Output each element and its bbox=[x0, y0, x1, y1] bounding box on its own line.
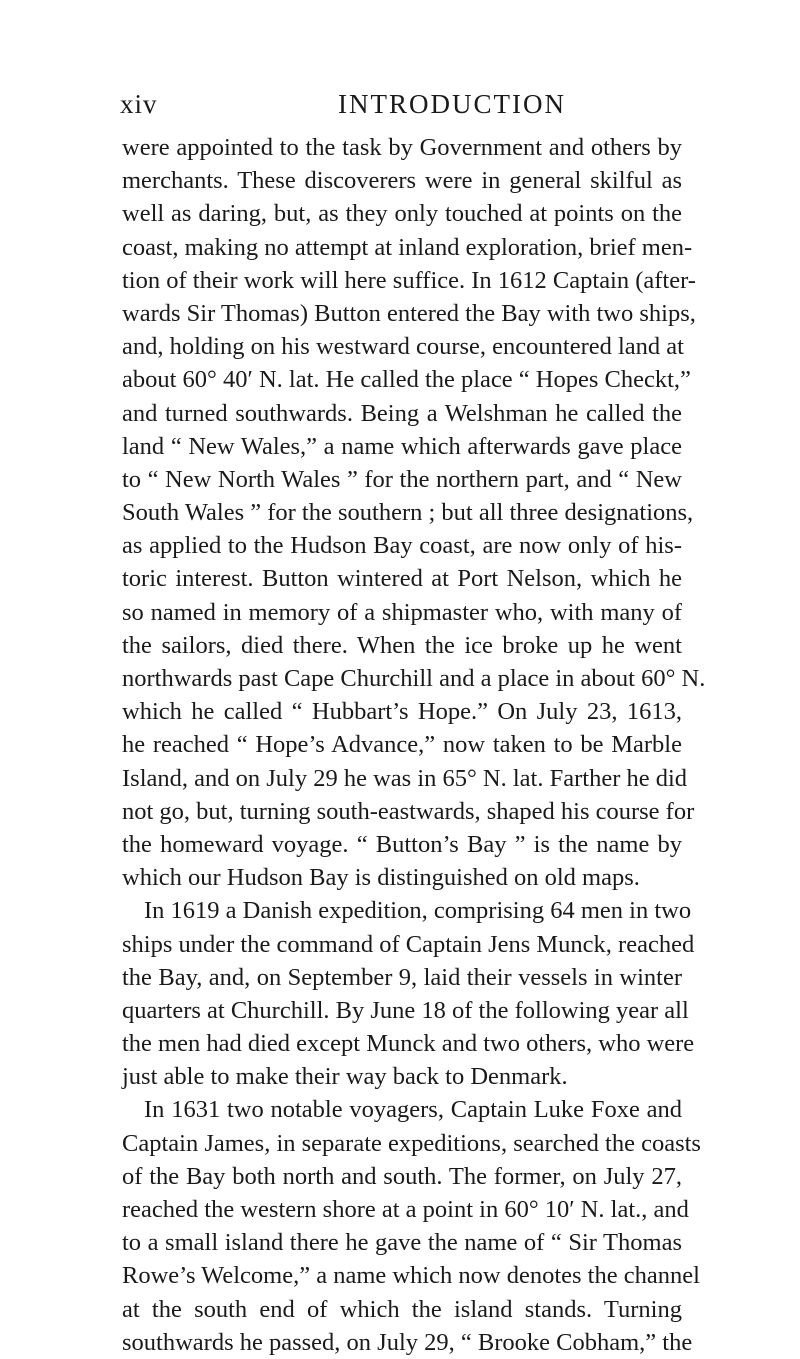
text-line: at the south end of which the island stands. Turning bbox=[122, 1295, 682, 1323]
text-line: to “ New North Wales ” for the northern part, and “ New bbox=[122, 465, 682, 493]
text-line: the Bay, and, on September 9, laid their vessels in winter bbox=[122, 963, 682, 991]
paragraph-start-line: In 1631 two notable voyagers, Captain Luke Foxe and bbox=[144, 1096, 682, 1124]
text-line: not go, but, turning south-eastwards, shaped his course for bbox=[122, 797, 695, 825]
page-number: xiv bbox=[120, 89, 158, 119]
text-line: which he called “ Hubbart’s Hope.” On July 23, 1613, bbox=[122, 698, 682, 726]
text-line: to a small island there he gave the name of “ Sir Thomas bbox=[122, 1229, 682, 1257]
text-line: reached the western shore at a point in 60° 10′ N. lat., and bbox=[122, 1196, 689, 1223]
text-line: wards Sir Thomas) Button entered the Bay with two ships, bbox=[122, 299, 696, 327]
text-line: merchants. These discoverers were in general skilful as bbox=[122, 167, 682, 195]
text-line: the homeward voyage. “ Button’s Bay ” is the name by bbox=[122, 830, 682, 858]
text-line: just able to make their way back to Denmark. bbox=[122, 1063, 568, 1091]
paragraph-start-line: In 1619 a Danish expedition, comprising 64 men in two bbox=[144, 897, 692, 925]
text-line: he reached “ Hope’s Advance,” now taken to be Marble bbox=[122, 731, 682, 759]
text-line: the sailors, died there. When the ice broke up he went bbox=[122, 631, 682, 659]
text-line: as applied to the Hudson Bay coast, are now only of his- bbox=[122, 532, 682, 560]
body-text bbox=[122, 131, 706, 1359]
text-line: Island, and on July 29 he was in 65° N. lat. Farther he did bbox=[122, 764, 688, 792]
text-line: quarters at Churchill. By June 18 of the following year all bbox=[122, 996, 689, 1024]
running-title: INTRODUCTION bbox=[338, 89, 566, 119]
running-head bbox=[120, 84, 680, 124]
text-line: Captain James, in separate expeditions, searched the coasts bbox=[122, 1129, 701, 1157]
text-line: of the Bay both north and south. The former, on July 27, bbox=[122, 1162, 682, 1190]
text-line: South Wales ” for the southern ; but all three designations, bbox=[122, 499, 694, 527]
text-line: were appointed to the task by Government and others by bbox=[122, 134, 682, 161]
text-line: toric interest. Button wintered at Port Nelson, which he bbox=[122, 565, 682, 593]
text-line: so named in memory of a shipmaster who, with many of bbox=[122, 598, 682, 626]
text-line: northwards past Cape Churchill and a place in about 60° N. bbox=[122, 665, 706, 692]
text-line: the men had died except Munck and two others, who were bbox=[122, 1030, 695, 1058]
text-line: ships under the command of Captain Jens Munck, reached bbox=[122, 930, 695, 958]
text-line: tion of their work will here suffice. In 1612 Captain (after- bbox=[122, 266, 696, 294]
text-line: well as daring, but, as they only touched at points on the bbox=[122, 200, 682, 228]
text-line: coast, making no attempt at inland exploration, brief men- bbox=[122, 233, 693, 261]
text-line: Rowe’s Welcome,” a name which now denotes the channel bbox=[122, 1262, 700, 1290]
text-line: which our Hudson Bay is distinguished on old maps. bbox=[122, 864, 640, 892]
text-line: and, holding on his westward course, encountered land at bbox=[122, 333, 684, 361]
text-line: and turned southwards. Being a Welshman he called the bbox=[122, 399, 682, 427]
text-line: land “ New Wales,” a name which afterwards gave place bbox=[122, 432, 682, 460]
text-line: about 60° 40′ N. lat. He called the place “ Hopes Checkt,” bbox=[122, 366, 691, 394]
text-line: southwards he passed, on July 29, “ Brooke Cobham,” the bbox=[122, 1328, 693, 1356]
